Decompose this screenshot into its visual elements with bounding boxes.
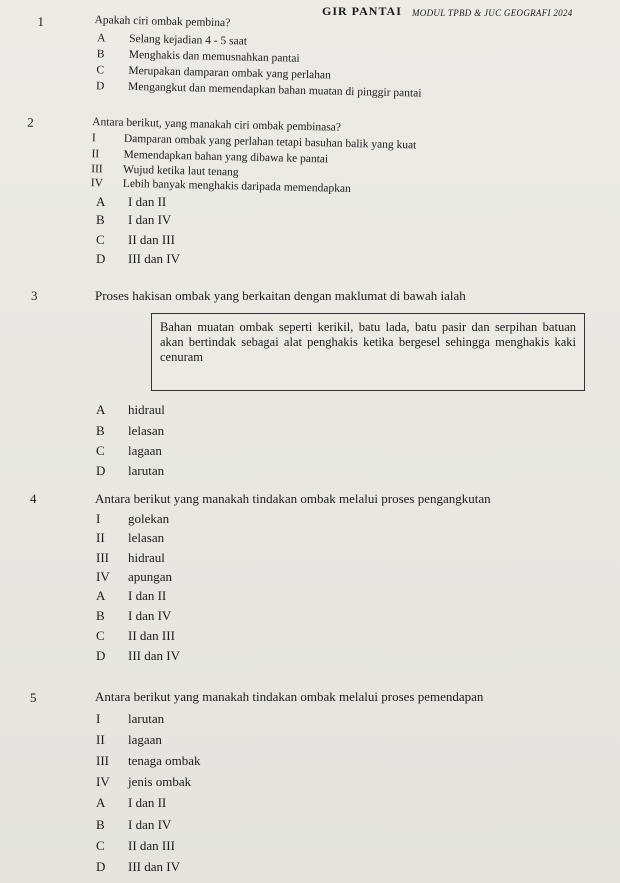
option-text: Mengangkut dan memendapkan bahan muatan di pinggir pantai bbox=[127, 80, 422, 100]
header-section-title: GIR PANTAI bbox=[322, 4, 402, 18]
question-number: 2 bbox=[27, 114, 34, 130]
statement-text: golekan bbox=[128, 511, 170, 526]
option-label: A bbox=[96, 194, 106, 209]
option-text: I dan IV bbox=[128, 212, 172, 227]
option-d[interactable] bbox=[96, 648, 180, 664]
statement-i bbox=[96, 511, 169, 527]
statement-iv bbox=[96, 774, 191, 790]
question-stem: Proses hakisan ombak yang berkaitan dengan maklumat di bawah ialah bbox=[95, 288, 466, 303]
statement-text: lelasan bbox=[128, 530, 165, 545]
option-label: C bbox=[96, 838, 105, 853]
question-number: 3 bbox=[31, 288, 38, 303]
option-c[interactable] bbox=[96, 232, 175, 248]
question-number: 1 bbox=[37, 13, 45, 30]
option-label: A bbox=[97, 32, 106, 45]
statement-label: III bbox=[91, 163, 103, 176]
statement-iii bbox=[96, 550, 165, 566]
option-label: B bbox=[96, 817, 105, 832]
option-a[interactable] bbox=[96, 588, 166, 604]
option-c[interactable] bbox=[96, 64, 331, 81]
statement-label: II bbox=[96, 530, 105, 545]
option-text: lelasan bbox=[128, 423, 165, 438]
statement-text: jenis ombak bbox=[128, 774, 192, 789]
statement-label: IV bbox=[96, 774, 110, 789]
option-text: I dan II bbox=[128, 588, 167, 603]
option-b[interactable] bbox=[96, 212, 171, 228]
statement-text: Damparan ombak yang perlahan tetapi basuhan balik yang kuat bbox=[123, 132, 417, 152]
statement-text: hidraul bbox=[128, 550, 165, 565]
statement-text: Wujud ketika laut tenang bbox=[123, 163, 239, 179]
option-label: D bbox=[96, 251, 106, 266]
statement-text: Lebih banyak menghakis daripada memendapkan bbox=[122, 177, 351, 196]
option-label: D bbox=[96, 463, 106, 478]
statement-text: larutan bbox=[128, 711, 165, 726]
option-b[interactable] bbox=[96, 423, 164, 439]
option-text: larutan bbox=[128, 463, 165, 478]
option-text: I dan IV bbox=[128, 817, 172, 832]
statement-text: Memendapkan bahan yang dibawa ke pantai bbox=[123, 148, 329, 166]
info-box bbox=[151, 313, 585, 391]
option-label: A bbox=[96, 795, 106, 810]
statement-text: tenaga ombak bbox=[128, 753, 201, 768]
option-b[interactable] bbox=[96, 608, 171, 624]
option-label: B bbox=[96, 423, 105, 438]
statement-label: III bbox=[96, 753, 109, 768]
option-c[interactable] bbox=[96, 628, 175, 644]
option-d[interactable] bbox=[96, 463, 164, 479]
statement-text: apungan bbox=[128, 569, 173, 584]
option-text: III dan IV bbox=[128, 251, 180, 266]
option-d[interactable] bbox=[96, 80, 422, 99]
option-label: C bbox=[96, 628, 105, 643]
question-stem: Antara berikut, yang manakah ciri ombak pembinasa? bbox=[92, 116, 342, 134]
option-a[interactable] bbox=[96, 402, 165, 418]
option-c[interactable] bbox=[96, 838, 175, 854]
question-stem: Antara berikut yang manakah tindakan ombak melalui proses pemendapan bbox=[95, 689, 484, 704]
statement-label: IV bbox=[90, 177, 104, 190]
statement-ii bbox=[96, 732, 162, 748]
statement-ii bbox=[91, 148, 328, 165]
statement-label: I bbox=[91, 132, 96, 145]
statement-label: I bbox=[96, 511, 101, 526]
option-label: D bbox=[95, 80, 105, 93]
option-text: Selang kejadian 4 - 5 saat bbox=[129, 32, 248, 48]
option-text: II dan III bbox=[128, 232, 175, 247]
option-a[interactable] bbox=[96, 795, 166, 811]
option-text: Merupakan damparan ombak yang perlahan bbox=[128, 64, 331, 82]
statement-label: IV bbox=[96, 569, 110, 584]
question-number: 4 bbox=[30, 491, 37, 506]
statement-i bbox=[96, 711, 164, 727]
statement-label: II bbox=[91, 148, 100, 161]
option-text: lagaan bbox=[128, 443, 162, 458]
option-label: A bbox=[96, 402, 106, 417]
option-label: C bbox=[96, 443, 105, 458]
option-label: B bbox=[96, 48, 105, 61]
option-label: B bbox=[96, 212, 105, 227]
option-d[interactable] bbox=[96, 859, 180, 875]
statement-ii bbox=[96, 530, 164, 546]
statement-iv bbox=[91, 177, 351, 195]
statement-label: II bbox=[96, 732, 105, 747]
option-text: I dan IV bbox=[128, 608, 172, 623]
option-c[interactable] bbox=[96, 443, 162, 459]
option-text: III dan IV bbox=[128, 648, 180, 663]
option-text: III dan IV bbox=[128, 859, 180, 874]
option-label: D bbox=[96, 859, 106, 874]
option-d[interactable] bbox=[96, 251, 180, 267]
statement-text: lagaan bbox=[128, 732, 162, 747]
option-label: C bbox=[96, 232, 105, 247]
statement-iii bbox=[96, 753, 201, 769]
info-box-text: Bahan muatan ombak seperti kerikil, batu lada, batu pasir dan serpihan batuan akan bertindak sebagai alat penghakis ketika bergesel sehingga menghakis kaki cenuram bbox=[160, 320, 576, 364]
statement-label: III bbox=[96, 550, 109, 565]
question-stem: Antara berikut yang manakah tindakan ombak melalui proses pengangkutan bbox=[95, 491, 491, 506]
option-label: B bbox=[96, 608, 105, 623]
option-a[interactable] bbox=[97, 32, 247, 47]
option-label: A bbox=[96, 588, 106, 603]
option-text: I dan II bbox=[128, 194, 167, 209]
option-text: Menghakis dan memusnahkan pantai bbox=[128, 48, 300, 65]
option-a[interactable] bbox=[96, 194, 166, 210]
option-text: I dan II bbox=[128, 795, 167, 810]
option-label: C bbox=[96, 64, 105, 77]
option-b[interactable] bbox=[97, 48, 300, 65]
option-label: D bbox=[96, 648, 106, 663]
header-module-title: MODUL TPBD & JUC GEOGRAFI 2024 bbox=[412, 8, 573, 18]
question-number: 5 bbox=[30, 690, 37, 705]
option-text: II dan III bbox=[128, 838, 175, 853]
statement-iii bbox=[91, 163, 239, 178]
statement-label: I bbox=[96, 711, 101, 726]
option-text: hidraul bbox=[128, 402, 165, 417]
option-text: II dan III bbox=[128, 628, 175, 643]
statement-iv bbox=[96, 569, 172, 585]
question-stem: Apakah ciri ombak pembina? bbox=[94, 14, 231, 30]
option-b[interactable] bbox=[96, 817, 171, 833]
